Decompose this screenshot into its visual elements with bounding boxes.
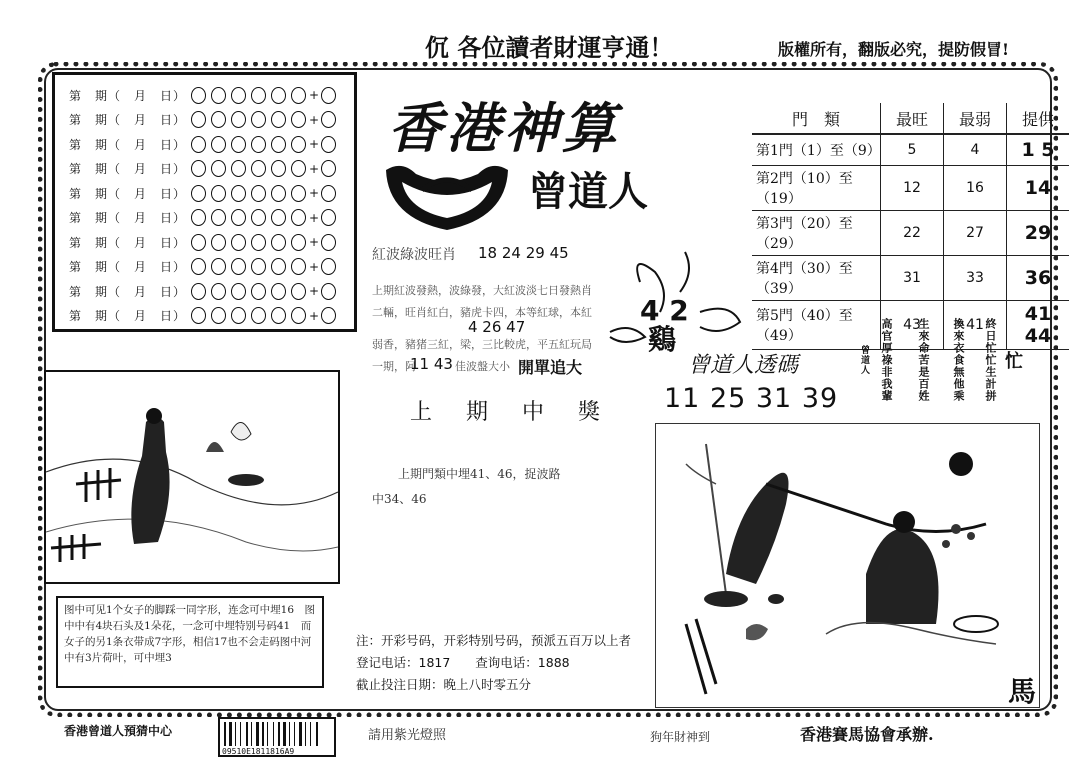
table-cell-offer: 1 5 bbox=[1007, 134, 1070, 166]
number-circle[interactable] bbox=[291, 185, 306, 202]
number-circle[interactable] bbox=[251, 160, 266, 177]
number-circle[interactable] bbox=[251, 111, 266, 128]
number-circle[interactable] bbox=[211, 136, 226, 153]
barcode-bar bbox=[246, 722, 248, 746]
number-circle[interactable] bbox=[211, 111, 226, 128]
barcode-bar bbox=[240, 722, 241, 746]
barcode-bar bbox=[305, 722, 306, 746]
slip-row-label: 第 期（ 月 日） bbox=[69, 211, 187, 225]
number-circle[interactable] bbox=[271, 136, 286, 153]
table-cell-min: 16 bbox=[944, 166, 1007, 211]
number-circle[interactable] bbox=[291, 111, 306, 128]
number-circle[interactable] bbox=[291, 160, 306, 177]
special-number-circle[interactable] bbox=[321, 160, 336, 177]
footer-fortune-note: 狗年財神到 bbox=[650, 730, 711, 744]
barcode-bar bbox=[283, 722, 286, 746]
barcode-bar bbox=[235, 722, 236, 746]
number-circle[interactable] bbox=[271, 160, 286, 177]
number-circle[interactable] bbox=[191, 111, 206, 128]
slip-row-label: 第 期（ 月 日） bbox=[69, 284, 187, 299]
special-number-circle[interactable] bbox=[321, 185, 336, 202]
table-cell-max: 5 bbox=[881, 134, 944, 166]
special-number-circle[interactable] bbox=[321, 234, 336, 251]
special-number-circle[interactable] bbox=[321, 209, 336, 226]
number-circle[interactable] bbox=[251, 136, 266, 153]
slip-row bbox=[69, 83, 341, 107]
horse-zodiac: 馬 bbox=[1008, 675, 1037, 708]
slip-row-label: 第 期（ 月 日） bbox=[69, 309, 187, 323]
number-circle[interactable] bbox=[271, 111, 286, 128]
number-circle[interactable] bbox=[251, 209, 266, 226]
last-draw-text: 中34、46 bbox=[372, 492, 427, 506]
table-header: 提供 bbox=[1007, 103, 1070, 134]
number-circle[interactable] bbox=[291, 283, 306, 300]
slip-row bbox=[69, 206, 341, 230]
table-cell-max: 12 bbox=[881, 166, 944, 211]
plus-sign: + bbox=[309, 112, 320, 127]
number-circle[interactable] bbox=[191, 209, 206, 226]
last-draw-heading: 上期中獎 bbox=[410, 400, 635, 425]
barcode-bar bbox=[256, 722, 259, 746]
special-number-circle[interactable] bbox=[321, 87, 336, 104]
special-number-circle[interactable] bbox=[321, 111, 336, 128]
number-circle[interactable] bbox=[271, 307, 286, 324]
number-circle[interactable] bbox=[191, 307, 206, 324]
riddle-illustration bbox=[44, 370, 340, 584]
special-number-circle[interactable] bbox=[321, 258, 336, 275]
table-cell-offer: 41 44 bbox=[1007, 301, 1070, 350]
table-cell-label: 第3門（20）至（29） bbox=[752, 211, 881, 256]
redwave-numbers: 18 24 29 45 bbox=[478, 244, 569, 262]
poem-number: 4 26 47 bbox=[468, 318, 526, 336]
slip-row bbox=[69, 132, 341, 156]
table-cell-min: 33 bbox=[944, 256, 1007, 301]
barcode-bar bbox=[267, 722, 268, 746]
barcode-bar bbox=[289, 722, 290, 746]
number-circle[interactable] bbox=[251, 283, 266, 300]
mang-char: 忙 bbox=[1005, 351, 1023, 372]
notes-line: 注：开彩号码，开彩特别号码，预派五百万以上者 bbox=[356, 633, 632, 648]
poem-line: 上期紅波發熱，波綠發，大紅波淡七日發熱肖 bbox=[372, 284, 592, 297]
poem-line: 一期，阿 bbox=[372, 360, 416, 373]
number-circle[interactable] bbox=[231, 234, 246, 251]
number-circle[interactable] bbox=[191, 283, 206, 300]
number-circle[interactable] bbox=[231, 307, 246, 324]
table-cell-label: 第2門（10）至（19） bbox=[752, 166, 881, 211]
slip-row-label: 第 期（ 月 日） bbox=[69, 235, 187, 250]
number-circle[interactable] bbox=[251, 307, 266, 324]
table-cell-offer: 36 bbox=[1007, 256, 1070, 301]
redwave-label: 紅波綠波旺肖 bbox=[372, 247, 456, 263]
riddle-text-box: 图中可见1个女子的脚踩一同字形，连念可中埋16 图中中有4块石头及1朵花，一念可中埋特别号码41 而女子的另1条衣带成7字形，相信17也不会走码图中河中有3片荷叶，可中埋3 bbox=[56, 596, 324, 688]
lady-garden-illustration-icon bbox=[46, 372, 338, 582]
table-row bbox=[752, 301, 1069, 350]
number-circle[interactable] bbox=[271, 283, 286, 300]
table-row bbox=[752, 166, 1069, 211]
table-cell-min: 4 bbox=[944, 134, 1007, 166]
plus-sign: + bbox=[309, 308, 320, 323]
special-number-circle[interactable] bbox=[321, 136, 336, 153]
slip-row bbox=[69, 279, 341, 303]
table-cell-min: 41 bbox=[944, 301, 1007, 350]
table-row bbox=[752, 211, 1069, 256]
last-draw-text: 上期門類中埋41、46，捉波路 bbox=[398, 467, 561, 481]
number-circle[interactable] bbox=[271, 185, 286, 202]
number-circle[interactable] bbox=[191, 185, 206, 202]
slip-row bbox=[69, 304, 341, 328]
table-header: 最弱 bbox=[944, 103, 1007, 134]
number-circle[interactable] bbox=[211, 283, 226, 300]
number-circle[interactable] bbox=[251, 87, 266, 104]
number-circle[interactable] bbox=[251, 234, 266, 251]
number-circle[interactable] bbox=[191, 160, 206, 177]
number-circle[interactable] bbox=[231, 283, 246, 300]
chicken-number: 4 2 bbox=[640, 294, 689, 327]
table-cell-max: 43 bbox=[881, 301, 944, 350]
brand-name: 曾道人 bbox=[528, 168, 648, 215]
poem-tail: 佳波盤大小 bbox=[455, 360, 510, 373]
slip-row-label: 第 期（ 月 日） bbox=[69, 162, 187, 176]
table-header: 門 類 bbox=[752, 103, 881, 134]
number-circle[interactable] bbox=[231, 87, 246, 104]
barcode-bar bbox=[273, 722, 274, 746]
plus-sign: + bbox=[309, 88, 320, 102]
number-circle[interactable] bbox=[271, 87, 286, 104]
number-circle[interactable] bbox=[231, 209, 246, 226]
lady-illustration bbox=[655, 423, 1040, 708]
notes-line: 登记电话：1817 查询电话：1888 bbox=[356, 655, 570, 670]
teyu-label: 曾道人透碼 bbox=[688, 353, 799, 378]
number-circle[interactable] bbox=[251, 185, 266, 202]
number-circle[interactable] bbox=[211, 209, 226, 226]
table-row bbox=[752, 256, 1069, 301]
table-cell-label: 第1門（1）至（9） bbox=[752, 134, 881, 166]
poem-line: 弱香，豬猪三紅，梁，三比較虎，平五紅玩局 bbox=[372, 338, 592, 351]
teyu-numbers: 11 25 31 39 bbox=[664, 383, 839, 414]
slip-row-label: 第 期（ 月 日） bbox=[69, 186, 187, 201]
plus-sign: + bbox=[309, 161, 320, 176]
number-circle[interactable] bbox=[231, 136, 246, 153]
number-circle[interactable] bbox=[191, 258, 206, 275]
table-header: 最旺 bbox=[881, 103, 944, 134]
slip-row bbox=[69, 108, 341, 132]
footer-organizer: 香港賽馬協會承辦. bbox=[800, 725, 934, 744]
slip-row-label: 第 期（ 月 日） bbox=[69, 113, 187, 127]
number-circle[interactable] bbox=[211, 234, 226, 251]
betting-slip bbox=[52, 72, 357, 332]
poem-number: 11 43 bbox=[410, 355, 453, 373]
vertical-poem-col: 生來命苦是百姓 bbox=[917, 318, 930, 402]
special-number-circle[interactable] bbox=[321, 307, 336, 324]
lady-plum-illustration-icon bbox=[656, 424, 1039, 707]
barcode-bar bbox=[229, 722, 232, 746]
plus-sign: + bbox=[309, 210, 320, 225]
number-circle[interactable] bbox=[191, 234, 206, 251]
special-number-circle[interactable] bbox=[321, 283, 336, 300]
number-circle[interactable] bbox=[291, 258, 306, 275]
slip-row bbox=[69, 157, 341, 181]
number-circle[interactable] bbox=[271, 209, 286, 226]
slip-row-label: 第 期（ 月 日） bbox=[69, 260, 187, 274]
slip-row bbox=[69, 230, 341, 254]
vertical-poem-col: 高官厚祿非我輩 bbox=[880, 318, 893, 402]
number-circle[interactable] bbox=[211, 160, 226, 177]
table-cell-max: 31 bbox=[881, 256, 944, 301]
poem-line: 二輛，旺肖紅白，豬虎卡四，本等紅球，本紅 bbox=[372, 306, 592, 319]
footer-center-name: 香港曾道人預猜中心 bbox=[64, 724, 173, 738]
notes-line: 截止投注日期：晚上八时零五分 bbox=[356, 677, 532, 692]
number-circle[interactable] bbox=[231, 258, 246, 275]
slip-row bbox=[69, 255, 341, 279]
barcode-bar bbox=[294, 722, 295, 746]
plus-sign: + bbox=[309, 137, 320, 151]
barcode-number: 09510E1811816A9 bbox=[222, 747, 295, 756]
number-circle[interactable] bbox=[291, 136, 306, 153]
number-circle[interactable] bbox=[211, 87, 226, 104]
chicken-zodiac: 鷄 bbox=[648, 323, 677, 356]
vertical-poem-col: 終日忙忙生計拼 bbox=[984, 318, 997, 402]
table-cell-min: 27 bbox=[944, 211, 1007, 256]
slip-row-label: 第 期（ 月 日） bbox=[69, 137, 187, 152]
vertical-poem-sign: 曾道人 bbox=[859, 345, 869, 375]
kaidan-text: 開單追大 bbox=[518, 358, 583, 377]
plus-sign: + bbox=[309, 259, 320, 274]
barcode-bar bbox=[310, 722, 311, 746]
gold-ingot-icon bbox=[382, 160, 512, 232]
greeting-text: 伔 各位讀者財運亨通！ bbox=[425, 34, 674, 62]
plus-sign: + bbox=[309, 235, 320, 249]
number-circle[interactable] bbox=[191, 87, 206, 104]
barcode-bar bbox=[224, 722, 226, 746]
number-circle[interactable] bbox=[271, 234, 286, 251]
number-circle[interactable] bbox=[211, 185, 226, 202]
number-circle[interactable] bbox=[191, 136, 206, 153]
page-title: 香港神算 bbox=[388, 96, 620, 160]
number-circle[interactable] bbox=[231, 185, 246, 202]
barcode-bar bbox=[262, 722, 264, 746]
slip-row bbox=[69, 181, 341, 205]
barcode-bar bbox=[251, 722, 252, 746]
table-cell-offer: 14 bbox=[1007, 166, 1070, 211]
number-circle[interactable] bbox=[211, 258, 226, 275]
plus-sign: + bbox=[309, 186, 320, 200]
table-cell-label: 第4門（30）至（39） bbox=[752, 256, 881, 301]
number-circle[interactable] bbox=[251, 258, 266, 275]
footer-uv-note: 請用紫光燈照 bbox=[368, 728, 447, 743]
table-row bbox=[752, 134, 1069, 166]
number-circle[interactable] bbox=[291, 307, 306, 324]
barcode-bar bbox=[299, 722, 302, 746]
number-table bbox=[752, 103, 1069, 350]
barcode-bar bbox=[278, 722, 280, 746]
rights-text: 版權所有，翻版必究，提防假冒! bbox=[778, 40, 1010, 59]
barcode-bar bbox=[316, 722, 318, 746]
table-cell-max: 22 bbox=[881, 211, 944, 256]
vertical-poem-col: 換來衣食無他乘 bbox=[952, 318, 965, 402]
number-circle[interactable] bbox=[291, 87, 306, 104]
slip-row-label: 第 期（ 月 日） bbox=[69, 88, 187, 103]
plus-sign: + bbox=[309, 284, 320, 298]
table-cell-offer: 29 bbox=[1007, 211, 1070, 256]
number-circle[interactable] bbox=[291, 209, 306, 226]
number-circle[interactable] bbox=[291, 234, 306, 251]
number-circle[interactable] bbox=[231, 111, 246, 128]
number-circle[interactable] bbox=[231, 160, 246, 177]
number-circle[interactable] bbox=[271, 258, 286, 275]
table-cell-label: 第5門（40）至（49） bbox=[752, 301, 881, 350]
number-circle[interactable] bbox=[211, 307, 226, 324]
